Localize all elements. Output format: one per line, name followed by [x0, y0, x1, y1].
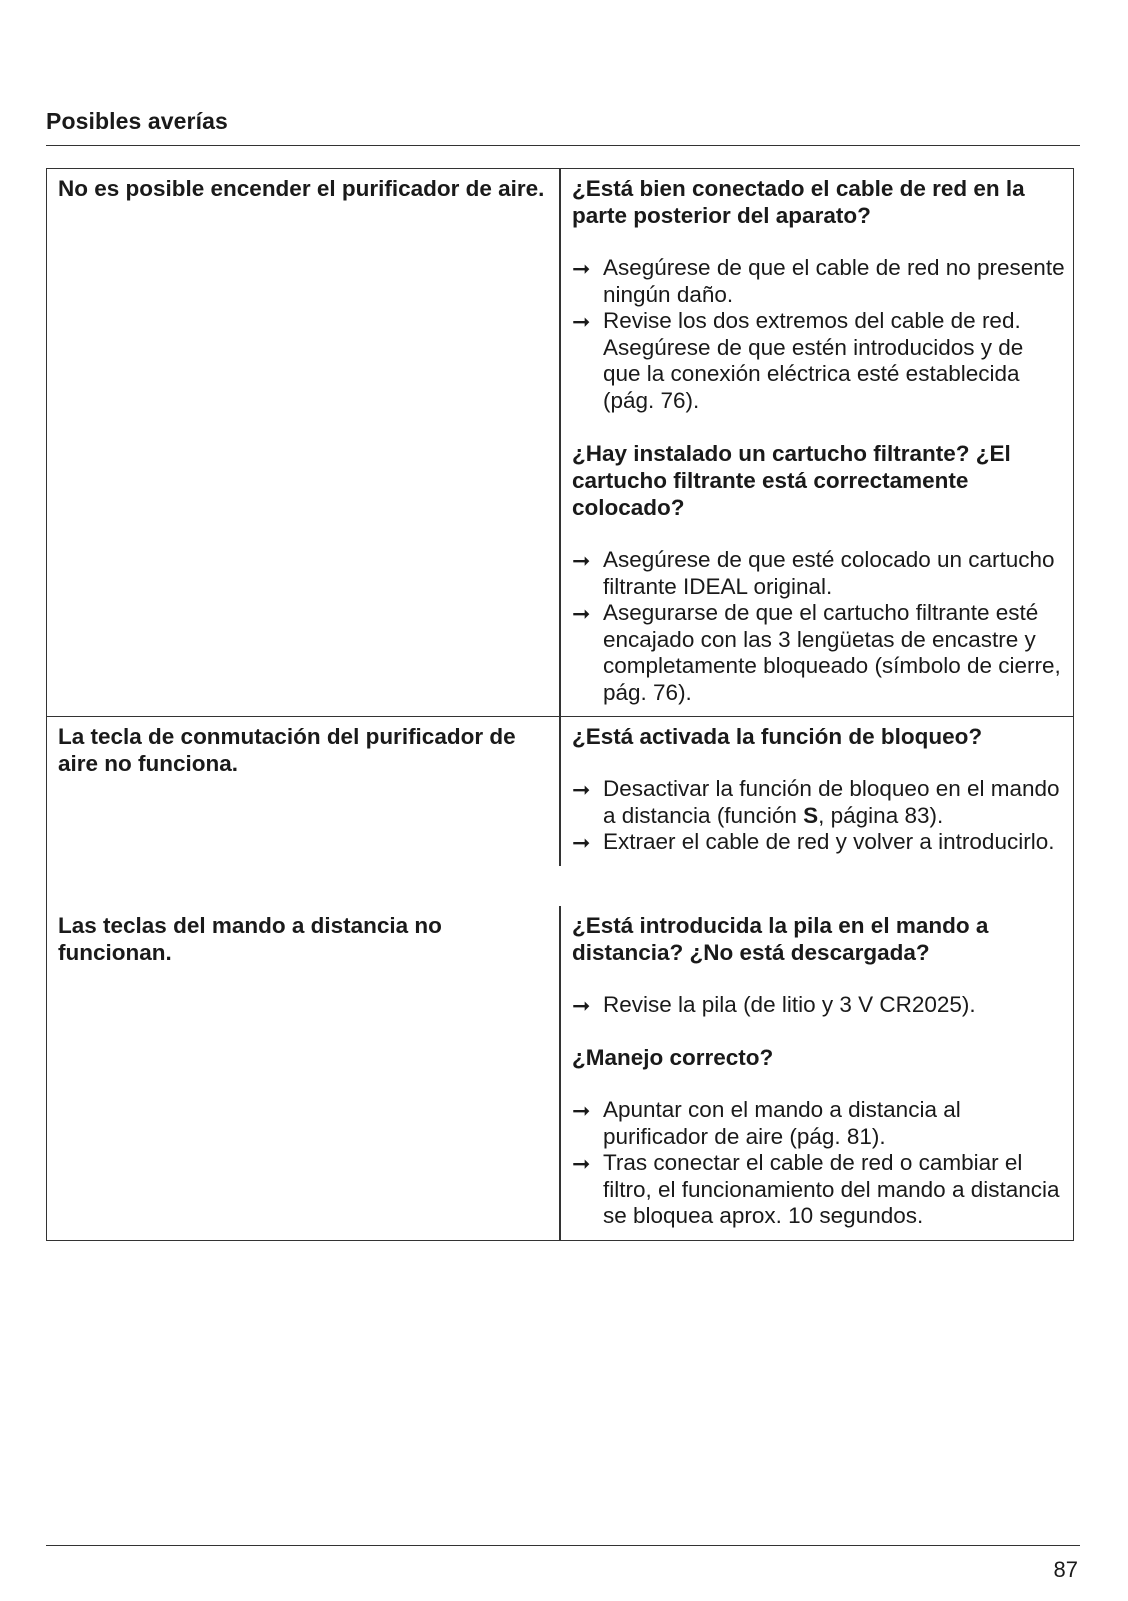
action-list [572, 992, 1065, 1019]
arrow-right-icon: ➞ [572, 992, 591, 1018]
arrow-right-icon: ➞ [572, 548, 591, 573]
solution-cell [561, 169, 1073, 716]
solution-cell [561, 717, 1073, 866]
troubleshooting-table [46, 168, 1074, 1241]
check-question: ¿Está introducida la pila en el mando a distancia? ¿No está descargada? [572, 912, 989, 965]
action-item: ➞ Asegurarse de que el cartucho filtrante esté encajado con las 3 lengüetas de encastre y completamente bloqueado (símbolo de cierre, pág. 76). [572, 600, 1061, 705]
check-question: ¿Está activada la función de bloqueo? [572, 724, 983, 749]
bottom-divider [46, 1545, 1080, 1546]
action-item: ➞ Revise la pila (de litio y 3 V CR2025). [572, 991, 976, 1018]
problem-text: Las teclas del mando a distancia no funcionan. [58, 912, 442, 965]
arrow-right-icon: ➞ [572, 830, 591, 855]
top-divider [46, 145, 1080, 146]
section-title: Posibles averías [46, 108, 228, 134]
action-item: ➞ Tras conectar el cable de red o cambiar el filtro, el funcionamiento del mando a distancia se bloquea aprox. 10 segundos. [572, 1150, 1060, 1228]
problem-cell [47, 717, 561, 866]
action-item: ➞ Asegúrese de que esté colocado un cartucho filtrante IDEAL original. [572, 547, 1055, 599]
arrow-right-icon: ➞ [572, 256, 591, 281]
arrow-right-icon: ➞ [572, 777, 591, 802]
action-list [572, 1097, 1065, 1230]
action-list [572, 255, 1065, 414]
problem-cell [47, 906, 561, 1240]
action-list [572, 547, 1065, 706]
problem-text: No es posible encender el purificador de aire. [58, 176, 545, 201]
action-item: ➞ Desactivar la función de bloqueo en el mando a distancia (función S, página 83). [572, 776, 1060, 828]
table-row [47, 169, 1073, 716]
table-row [47, 716, 1073, 866]
action-item: ➞ Apuntar con el mando a distancia al purificador de aire (pág. 81). [572, 1097, 961, 1149]
page-number: 87 [1053, 1557, 1078, 1582]
arrow-right-icon: ➞ [572, 1098, 591, 1123]
action-item: ➞ Extraer el cable de red y volver a introducirlo. [572, 829, 1055, 855]
table-row [47, 866, 1073, 1240]
arrow-right-icon: ➞ [572, 601, 591, 626]
action-item: ➞ Asegúrese de que el cable de red no presente ningún daño. [572, 255, 1065, 307]
problem-cell [47, 169, 561, 716]
arrow-right-icon: ➞ [572, 309, 591, 334]
action-list [572, 776, 1065, 856]
arrow-right-icon: ➞ [572, 1151, 591, 1176]
problem-text: La tecla de conmutación del purificador de aire no funciona. [58, 724, 516, 776]
action-item: ➞ Revise los dos extremos del cable de red. Asegúrese de que estén introducidos y de que la conexión eléctrica esté establecida (pág. 76). [572, 308, 1024, 413]
check-question: ¿Hay instalado un cartucho filtrante? ¿El cartucho filtrante está correctamente colocado? [572, 441, 1011, 520]
solution-cell [561, 906, 1073, 1240]
check-question: ¿Está bien conectado el cable de red en la parte posterior del aparato? [572, 176, 1025, 228]
check-question: ¿Manejo correcto? [572, 1045, 774, 1070]
